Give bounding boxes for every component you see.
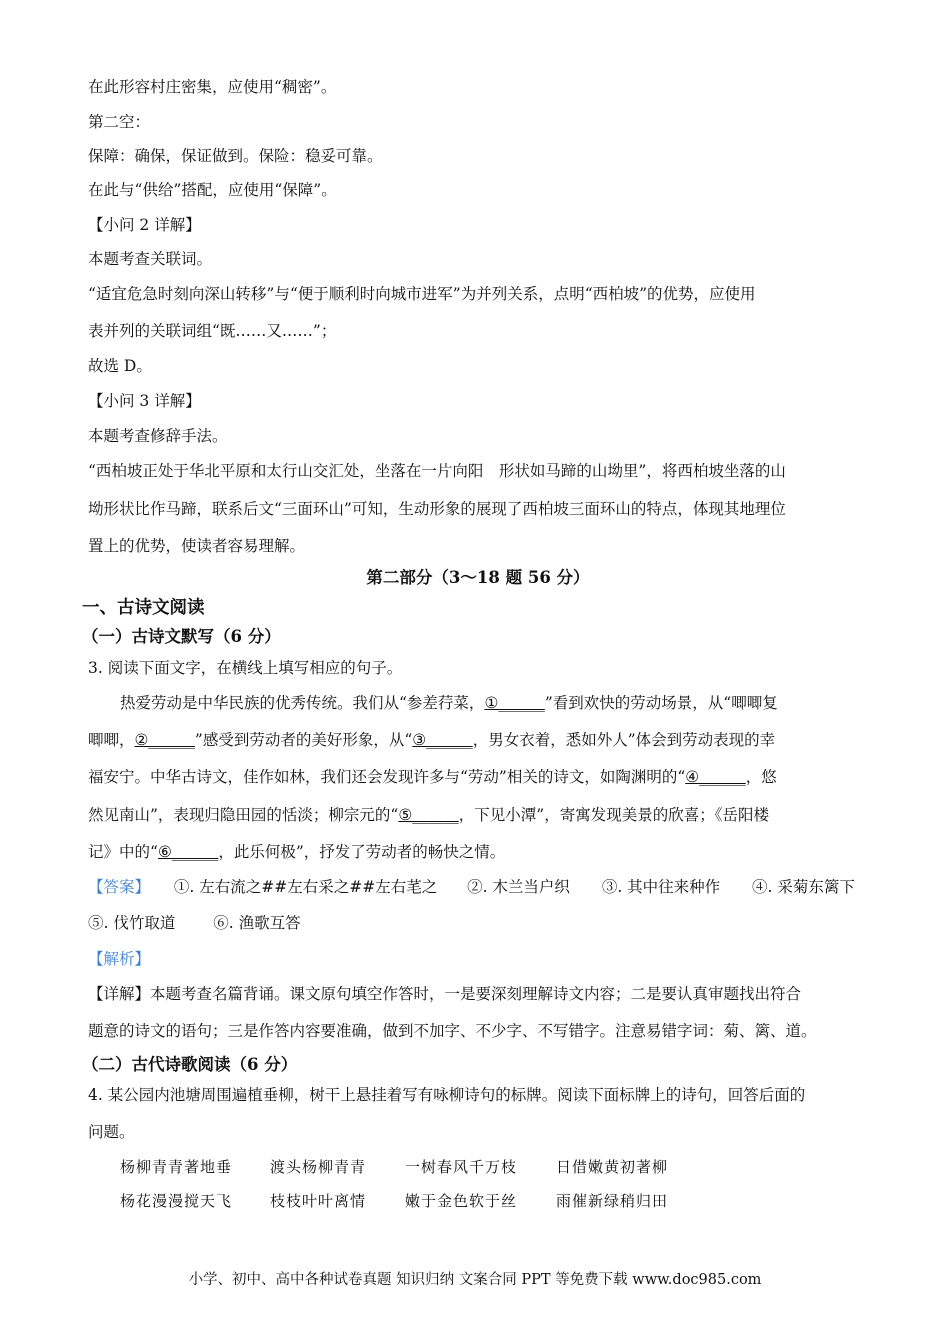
poem-line: 枝枝叶叶离情 [270, 1192, 367, 1210]
part-title: 第二部分（3～18 题 56 分） [366, 568, 590, 587]
text-line: 在此与“供给”搭配，应使用“保障”。 [88, 181, 337, 199]
poem-row [120, 1156, 668, 1177]
passage-line [120, 692, 778, 714]
passage-text: ，男女衣着，悉如外人”体会到劳动表现的幸 [472, 731, 776, 749]
poem-line: 嫩于金色软于丝 [405, 1192, 518, 1210]
blank-1: ①______ [484, 694, 545, 712]
poem-line: 一树春风千万枝 [405, 1158, 518, 1176]
answer-tag: 【答案】 [88, 878, 151, 896]
passage-text: ，悠 [745, 768, 777, 786]
subsection-title: （二）古代诗歌阅读（6 分） [82, 1055, 298, 1074]
detail-line: 题意的诗文的语句；三是作答内容要准确，做到不加字、不少字、不写错字。注意易错字词：菊、篱、道。 [88, 1022, 817, 1040]
subsection-title: （一）古诗文默写（6 分） [82, 627, 281, 646]
question-stem: 3. 阅读下面文字，在横线上填写相应的句子。 [88, 659, 403, 677]
text-line: 第二空： [88, 113, 151, 131]
text-line: “西柏坡正处于华北平原和太行山交汇处，坐落在一片向阳 形状如马蹄的山坳里”，将西柏坡坐落的山 [88, 462, 786, 480]
poem-line: 渡头杨柳青青 [270, 1158, 367, 1176]
passage-line [88, 804, 769, 826]
poem-line: 杨柳青青著地垂 [120, 1158, 233, 1176]
passage-text: ”看到欢快的劳动场景，从“唧唧复 [544, 694, 778, 712]
blank-4: ④______ [685, 768, 746, 786]
passage-line [88, 729, 775, 751]
blank-2: ②______ [134, 731, 195, 749]
passage-line [88, 766, 777, 788]
text-line: 本题考查修辞手法。 [88, 427, 228, 445]
passage-text: ”感受到劳动者的美好形象，从“ [194, 731, 413, 749]
text-line: 本题考查关联词。 [88, 250, 213, 268]
passage-text: 然见南山”，表现归隐田园的恬淡；柳宗元的“ [88, 806, 399, 824]
text-line: 置上的优势，使读者容易理解。 [88, 537, 306, 555]
poem-line: 雨催新绿稍归田 [556, 1192, 669, 1210]
text-line: 保障：确保，保证做到。保险：稳妥可靠。 [88, 147, 383, 165]
answer-item: ①. 左右流之##左右采之##左右芼之 [173, 878, 438, 896]
detail-line: 【详解】本题考查名篇背诵。课文原句填空作答时，一是要深刻理解诗文内容；二是要认真审题找出符合 [88, 985, 802, 1003]
passage-text: 福安宁。中华古诗文，佳作如林，我们还会发现许多与“劳动”相关的诗文，如陶渊明的“ [88, 768, 686, 786]
answer-item: ②. 木兰当户织 [467, 878, 570, 896]
passage-line [88, 841, 505, 863]
text-line: 表并列的关联词组“既……又……”； [88, 322, 337, 340]
answer-item: ④. 采菊东篱下 [752, 878, 855, 896]
answer-item: ⑥. 渔歌互答 [213, 914, 301, 932]
text-line: “适宜危急时刻向深山转移”与“便于顺利时向城市进军”为并列关系，点明“西柏坡”的优势，应使用 [88, 285, 756, 303]
poem-line: 杨花漫漫搅天飞 [120, 1192, 233, 1210]
blank-3: ③______ [412, 731, 473, 749]
passage-text: 唧唧， [88, 731, 135, 749]
passage-text: ，下见小潭”，寄寓发现美景的欣喜；《岳阳楼 [458, 806, 769, 824]
poem-line: 日借嫩黄初著柳 [556, 1158, 669, 1176]
blank-5: ⑤______ [398, 806, 459, 824]
question-stem: 4. 某公园内池塘周围遍植垂柳，树干上悬挂着写有咏柳诗句的标牌。阅读下面标牌上的诗句，回答后面的 [88, 1086, 806, 1104]
passage-text: 记》中的“ [88, 843, 158, 861]
text-line: 故选 D。 [88, 357, 152, 375]
blank-6: ⑥______ [157, 843, 219, 861]
page-footer: 小学、初中、高中各种试卷真题 知识归纳 文案合同 PPT 等免费下载 www.doc985.com [188, 1272, 762, 1288]
analysis-tag: 【解析】 [88, 950, 151, 968]
passage-text: ，此乐何极”，抒发了劳动者的畅快之情。 [218, 843, 506, 861]
question-stem: 问题。 [88, 1123, 135, 1141]
answer-item: ③. 其中往来种作 [601, 878, 721, 896]
passage-text: 热爱劳动是中华民族的优秀传统。我们从“参差荇菜， [120, 694, 485, 712]
subquestion-heading: 【小问 3 详解】 [88, 392, 201, 410]
section-title: 一、古诗文阅读 [82, 598, 205, 618]
answer-item: ⑤. 伐竹取道 [88, 914, 176, 932]
text-line: 在此形容村庄密集，应使用“稠密”。 [88, 78, 337, 96]
answer-line [88, 912, 301, 934]
answer-line [88, 876, 855, 898]
poem-row [120, 1190, 668, 1211]
text-line: 坳形状比作马蹄，联系后文“三面环山”可知，生动形象的展现了西柏坡三面环山的特点，体现其地理位 [88, 500, 786, 518]
subquestion-heading: 【小问 2 详解】 [88, 216, 201, 234]
